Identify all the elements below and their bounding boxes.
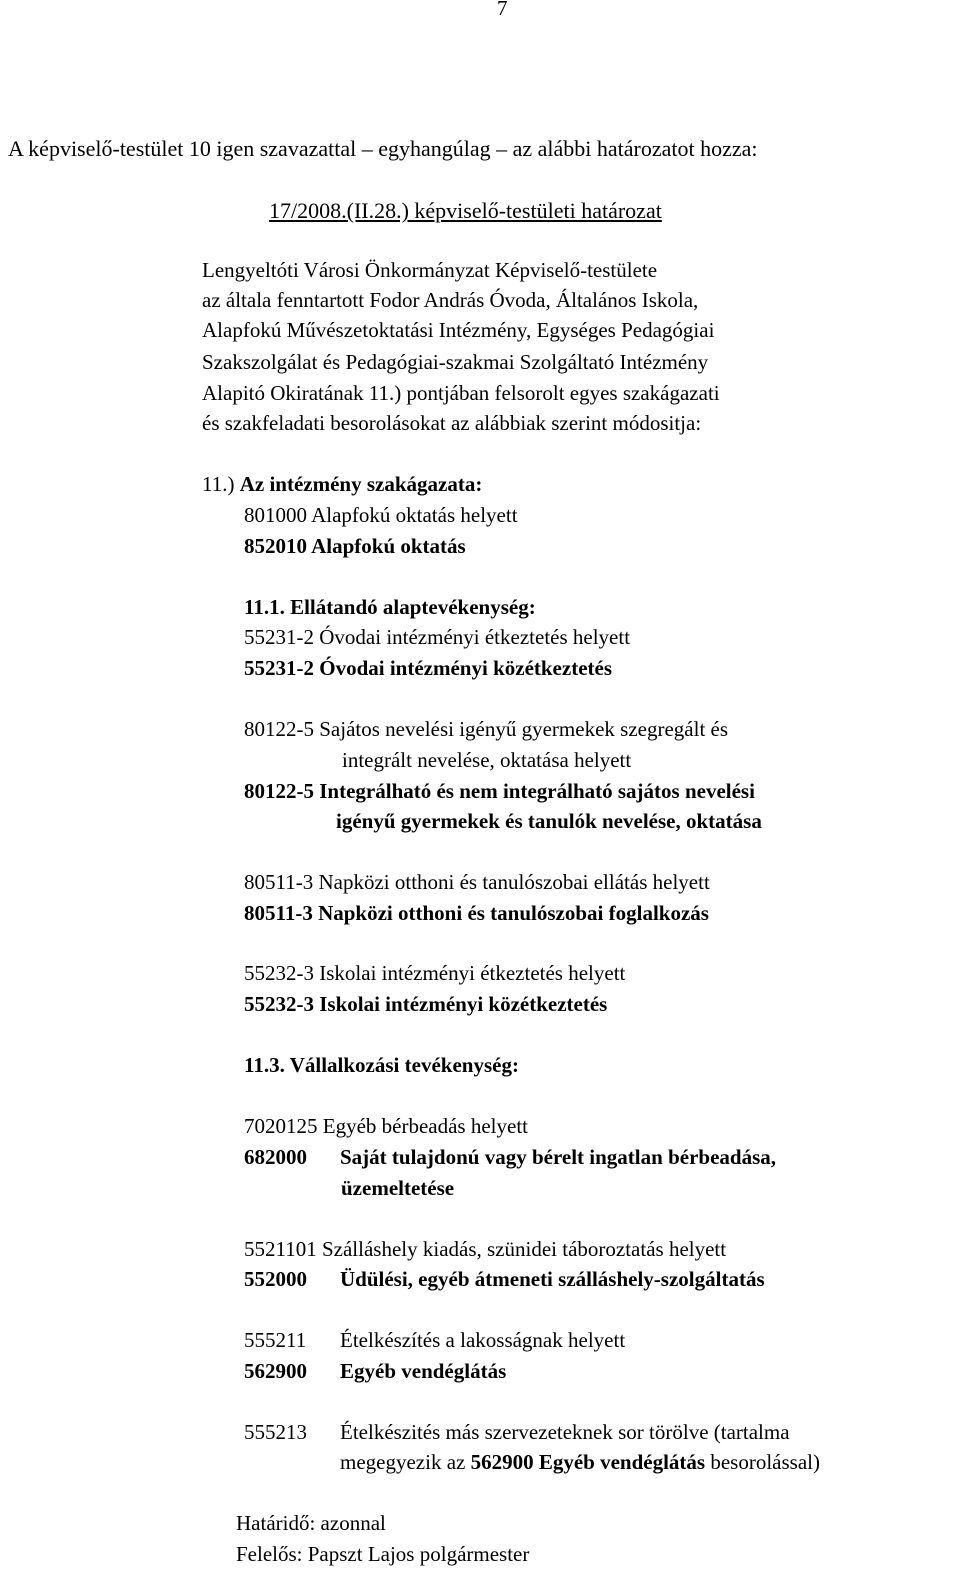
entry-code: 555213 [244, 1420, 307, 1444]
entry-old: 55232-3 Iskolai intézményi étkeztetés helyett [244, 961, 626, 985]
entry-new: 55232-3 Iskolai intézményi közétkeztetés [244, 992, 608, 1016]
entry-text: Egyéb vendéglátás [340, 1359, 507, 1383]
section-11-title: Az intézmény szakágazata: [239, 472, 483, 496]
responsible: Felelős: Papszt Lajos polgármester [236, 1542, 530, 1566]
entry-old: 7020125 Egyéb bérbeadás helyett [244, 1114, 528, 1138]
entry-new [244, 1142, 776, 1172]
entry-old: 80511-3 Napközi otthoni és tanulószobai ellátás helyett [244, 870, 710, 894]
paragraph-line: Szakszolgálat és Pedagógiai-szakmai Szolgáltató Intézmény [202, 350, 709, 374]
section-11-heading [202, 469, 482, 499]
entry-reference: 562900 Egyéb vendéglátás [470, 1450, 706, 1474]
paragraph-line: és szakfeladati besorolásokat az alábbiak szerint módositja: [202, 411, 702, 435]
entry-text: besorolással) [705, 1450, 820, 1474]
entry-new: 80122-5 Integrálható és nem integrálható sajátos nevelési [244, 779, 755, 803]
entry-text: Ételkészités más szervezeteknek sor törölve (tartalma [340, 1420, 790, 1444]
entry-new-cont: igényű gyermekek és tanulók nevelése, oktatása [336, 809, 762, 833]
entry-new [244, 1356, 506, 1386]
intro-text: A képviselő-testület 10 igen szavazattal – egyhangúlag – az alábbi határozatot hozza: [8, 136, 758, 161]
entry-new: 80511-3 Napközi otthoni és tanulószobai foglalkozás [244, 901, 709, 925]
entry-text: megegyezik az [340, 1450, 471, 1474]
entry-code: 562900 [244, 1359, 307, 1383]
paragraph-line: az általa fenntartott Fodor András Óvoda, Általános Iskola, [202, 288, 699, 312]
entry-new [244, 1264, 765, 1294]
entry-old: 801000 Alapfokú oktatás helyett [244, 503, 518, 527]
entry-old: 55231-2 Óvodai intézményi étkeztetés helyett [244, 625, 631, 649]
deadline: Határidő: azonnal [236, 1511, 386, 1535]
entry-new: 852010 Alapfokú oktatás [244, 534, 466, 558]
page-number: 7 [497, 0, 508, 20]
entry-old: 80122-5 Sajátos nevelési igényű gyermekek szegregált és [244, 717, 729, 741]
entry-text: Ételkészítés a lakosságnak helyett [340, 1328, 626, 1352]
entry-deleted [244, 1417, 790, 1447]
section-11-prefix: 11.) [202, 472, 240, 496]
entry-new-cont: üzemeltetése [341, 1176, 455, 1200]
resolution-title: 17/2008.(II.28.) képviselő-testületi határozat [269, 198, 662, 223]
section-11-3-title: 11.3. Vállalkozási tevékenység: [244, 1053, 519, 1077]
entry-code: 555211 [244, 1328, 307, 1352]
entry-old-cont: integrált nevelése, oktatása helyett [342, 748, 632, 772]
entry-old: 5521101 Szálláshely kiadás, szünidei táboroztatás helyett [244, 1237, 727, 1261]
entry-code: 682000 [244, 1145, 307, 1169]
entry-code: 552000 [244, 1267, 307, 1291]
entry-text: Üdülési, egyéb átmeneti szálláshely-szolgáltatás [340, 1267, 765, 1291]
entry-new: 55231-2 Óvodai intézményi közétkeztetés [244, 656, 613, 680]
entry-text: Saját tulajdonú vagy bérelt ingatlan bérbeadása, [340, 1145, 776, 1169]
paragraph-line: Lengyeltóti Városi Önkormányzat Képviselő-testülete [202, 258, 658, 282]
entry-deleted-cont [340, 1447, 820, 1477]
section-11-1-title: 11.1. Ellátandó alaptevékenység: [244, 595, 536, 619]
paragraph-line: Alapfokú Művészetoktatási Intézmény, Egységes Pedagógiai [202, 318, 715, 342]
paragraph-line: Alapitó Okiratának 11.) pontjában felsorolt egyes szakágazati [202, 381, 720, 405]
entry-old [244, 1325, 625, 1355]
